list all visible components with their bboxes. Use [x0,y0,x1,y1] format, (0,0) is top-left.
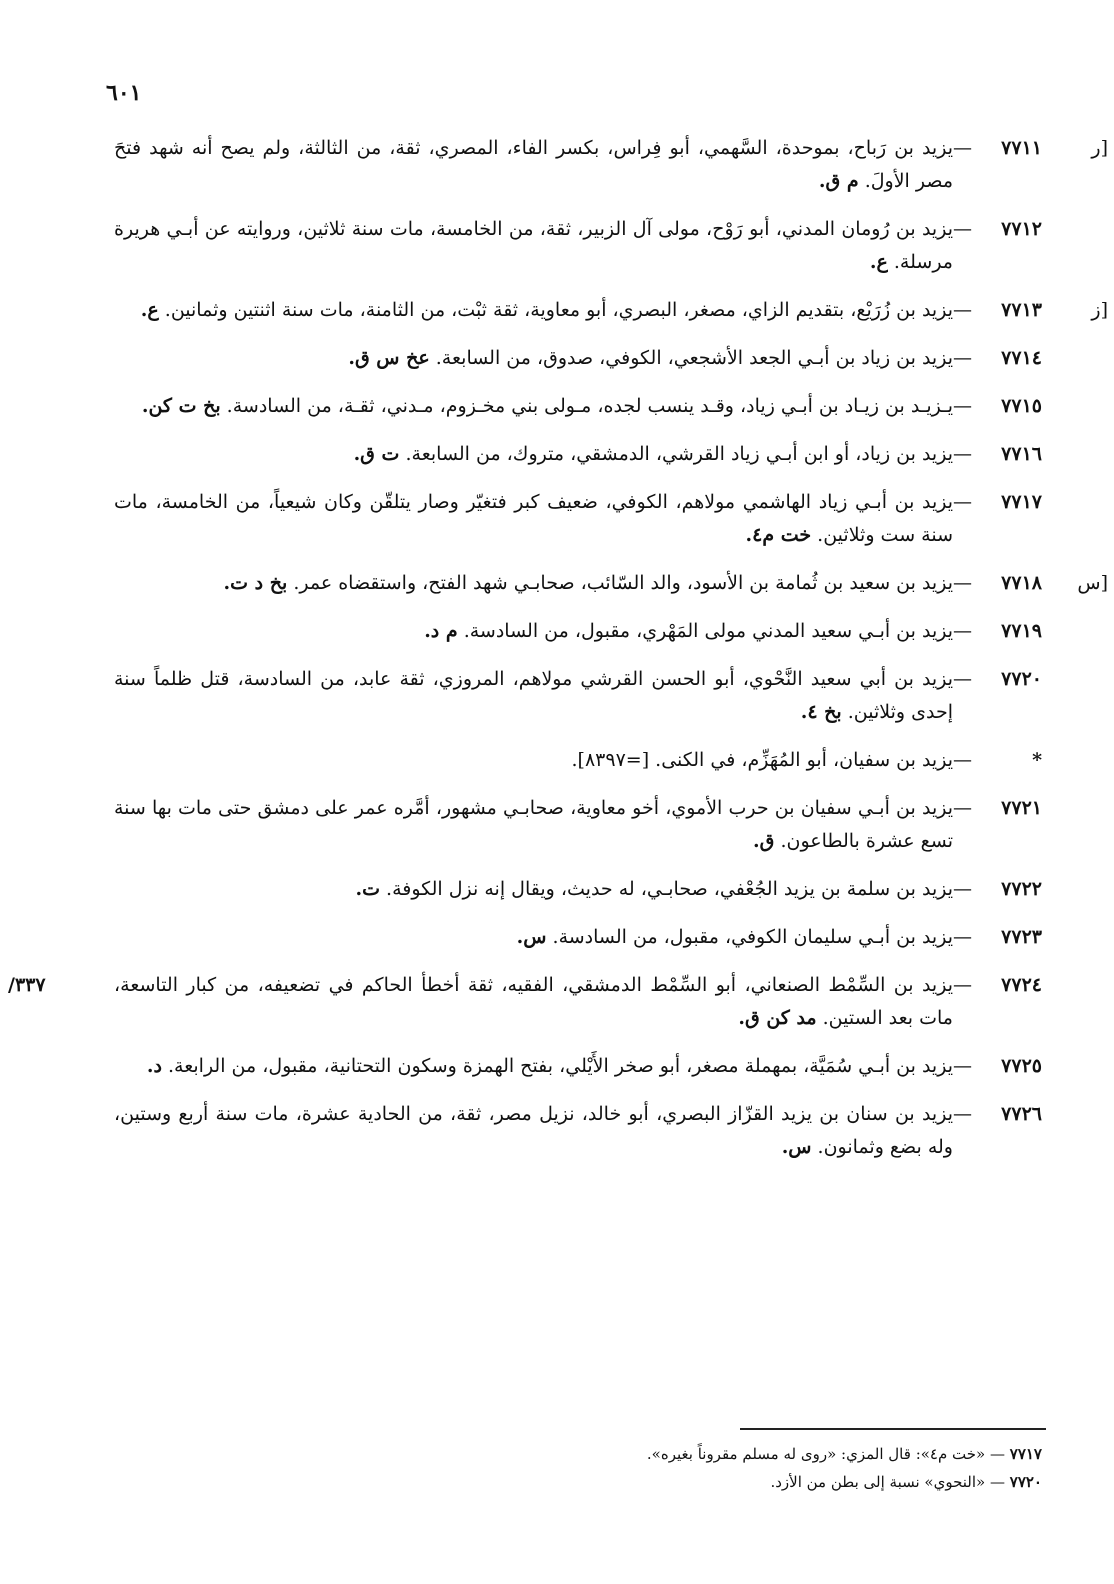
entry-number: ٧٧١٩ [1001,620,1042,642]
entry-text [108,486,953,552]
entry-sigla: خت م٤. [745,524,812,546]
entry-number: ٧٧١٨ [1001,572,1042,594]
entry-text [108,1050,953,1083]
entry-body: يزيد بن أبـي سعيد المدني مولى المَهْري، مقبول، من السادسة. [463,620,953,642]
entry-sigla: س. [516,926,547,948]
entry-dash: — [953,347,972,369]
entry [108,486,1114,552]
entry-body: يزيد بن أبـي سُمَيَّة، بمهملة مصغر، أبو صخر الأَيْلي، بفتح الهمزة وسكون التحتانية، مقبول، من الرابعة. [167,1055,953,1077]
entry-number: * [1032,749,1042,771]
margin-mark: [س [1077,572,1108,594]
entry-sigla: ع. [869,251,888,273]
footnote-text: «النحوي» نسبة إلى بطن من الأزد. [770,1473,986,1491]
entry-sigla: ق. [753,830,775,852]
entry-sigla: بخ د ت. [223,572,288,594]
entry-text [108,294,953,327]
entry-sigla: عخ س ق. [348,347,430,369]
entry-sigla: مد كن ق. [738,1007,817,1029]
entry-number: ٧٧١٢ [1001,218,1042,240]
entry [108,921,1114,954]
entry-number: ٧٧١٣ [1001,299,1042,321]
entry-number: ٧٧١٦ [1001,443,1042,465]
entry-text [108,873,953,906]
entry-body: يزيد بن زُرَيْع، بتقديم الزاي، مصغر، البصري، أبو معاوية، ثقة ثبْت، من الثامنة، مات سنة اثنتين وثمانين. [164,299,953,321]
footnote-number: ٧٧١٧ [1009,1445,1042,1463]
entry-sigla: ع. [140,299,159,321]
entry-dash: — [953,797,972,819]
footnote-text: «خت م٤»: قال المزي: «روى له مسلم مقروناً بغيره». [646,1445,986,1463]
entry-dash: — [953,218,972,240]
entry-text [108,390,953,423]
entry [108,342,1114,375]
entry-text [108,921,953,954]
entry-dash: — [953,491,972,513]
page-number: ٦٠١ [106,80,142,106]
entry-text [108,1098,953,1164]
entry-body: يـزيـد بن زيـاد بن أبـي زياد، وقـد ينسب لجده، مـولى بني مخـزوم، مـدني، ثقـة، من السادسة. [226,395,953,417]
entry-text [108,792,953,858]
volume-page-mark: /٣٣٧ [8,974,46,996]
entry-text [108,615,953,648]
entry-sigla: بخ ت كن. [141,395,221,417]
footnote: ٧٧١٧ — «خت م٤»: قال المزي: «روى له مسلم مقروناً بغيره». [646,1445,1042,1463]
entry-body: يزيد بن أبـي سليمان الكوفي، مقبول، من السادسة. [552,926,953,948]
entry-sigla: س. [781,1136,812,1158]
entry-number: ٧٧١٥ [1001,395,1042,417]
entry-number: ٧٧٢٥ [1001,1055,1042,1077]
entry [108,390,1114,423]
footnotes [142,1440,1042,1496]
entry-body: يزيد بن زياد بن أبـي الجعد الأشجعي، الكوفي، صدوق، من السابعة. [435,347,953,369]
entry-sigla: م ق. [818,170,859,192]
entries-list [8,132,1114,1179]
entry-dash: — [953,749,972,771]
entry [108,1098,1114,1164]
entry [108,567,1114,600]
entry-body: يزيد بن أبـي سفيان بن حرب الأموي، أخو معاوية، صحابـي مشهور، أمَّره عمر على دمشق حتى مات بها سنة تسع عشرة بالطاعون. [114,797,953,852]
entry-body: يزيد بن سلمة بن يزيد الجُعْفي، صحابـي، له حديث، ويقال إنه نزل الكوفة. [386,878,953,900]
entry-sigla: م د. [424,620,458,642]
entry-sigla: بخ ٤. [800,701,842,723]
entry-dash: — [953,572,972,594]
margin-mark: [ر [1091,137,1108,159]
entry-text [108,567,953,600]
entry [108,663,1114,729]
entry-text [108,213,953,279]
entry-number: ٧٧١٧ [1001,491,1042,513]
entry-dash: — [953,1103,972,1125]
entry [108,1050,1114,1083]
entry-body: يزيد بن رَباح، بموحدة، السَّهمي، أبو فِراس، بكسر الفاء، المصري، ثقة، من الثالثة، ولم يصح أنه شهد فتحَ مصر الأولَ. [114,137,953,192]
entry-dash: — [953,878,972,900]
entry [108,873,1114,906]
entry-number: ٧٧٢٢ [1001,878,1042,900]
entry-text [108,663,953,729]
entry-number: ٧٧٢٣ [1001,926,1042,948]
entry-sigla: ت. [355,878,380,900]
entry [108,615,1114,648]
entry-number: ٧٧٢٤ [1001,974,1042,996]
entry [108,792,1114,858]
entry-body: يزيد بن زياد، أو ابن أبـي زياد القرشي، الدمشقي، متروك، من السابعة. [405,443,953,465]
entry-body: يزيد بن سنان بن يزيد القزّاز البصري، أبو خالد، نزيل مصر، ثقة، من الحادية عشرة، مات سنة أربع وستين، وله بضع وثمانون. [114,1103,953,1158]
entry-text [108,342,953,375]
footnote-number: ٧٧٢٠ [1009,1473,1042,1491]
entry [108,744,1114,777]
entry-body: يزيد بن رُومان المدني، أبو رَوْح، مولى آل الزبير، ثقة، من الخامسة، مات سنة ثلاثين، وروايته عن أبـي هريرة مرسلة. [114,218,953,273]
entry-text [108,132,953,198]
entry-dash: — [953,1055,972,1077]
entry-sigla: ت ق. [353,443,400,465]
entry-number: ٧٧٢٠ [1001,668,1042,690]
entry-body: يزيد بن أبي سعيد النَّحْوي، أبو الحسن القرشي مولاهم، المروزي، ثقة عابد، من السادسة، قتل ظلماً سنة إحدى وثلاثين. [114,668,953,723]
footnote: ٧٧٢٠ — «النحوي» نسبة إلى بطن من الأزد. [770,1473,1042,1491]
entry-number: ٧٧٢١ [1001,797,1042,819]
entry-dash: — [953,299,972,321]
entry [108,213,1114,279]
entry-number: ٧٧١١ [1001,137,1042,159]
entry-dash: — [953,395,972,417]
entry-sigla: د. [146,1055,162,1077]
entry-dash: — [953,974,972,996]
entry-number: ٧٧١٤ [1001,347,1042,369]
entry-dash: — [953,926,972,948]
entry [108,132,1114,198]
entry [108,294,1114,327]
entry-body: يزيد بن سفيان، أبو المُهَزِّم، في الكنى. [=٨٣٩٧]. [571,749,953,771]
entry-dash: — [953,620,972,642]
entry-text [108,744,953,777]
margin-mark: [ز [1091,299,1108,321]
entry [8,969,1114,1035]
entry-number: ٧٧٢٦ [1001,1103,1042,1125]
entry-body: يزيد بن أبـي زياد الهاشمي مولاهم، الكوفي، ضعيف كبر فتغيّر وصار يتلقّن وكان شيعياً، من الخامسة، مات سنة ست وثلاثين. [114,491,953,546]
entry-body: يزيد بن سعيد بن ثُمامة بن الأسود، والد السّائب، صحابـي شهد الفتح، واستقضاه عمر. [293,572,953,594]
entry [108,438,1114,471]
entry-body: يزيد بن السِّمْط الصنعاني، أبو السِّمْط الدمشقي، الفقيه، ثقة أخطأ الحاكم في تضعيفه، من كبار التاسعة، مات بعد الستين. [114,974,953,1029]
footnote-divider [740,1428,1046,1430]
entry-dash: — [953,137,972,159]
entry-text [108,438,953,471]
entry-dash: — [953,668,972,690]
entry-text [108,969,953,1035]
entry-dash: — [953,443,972,465]
